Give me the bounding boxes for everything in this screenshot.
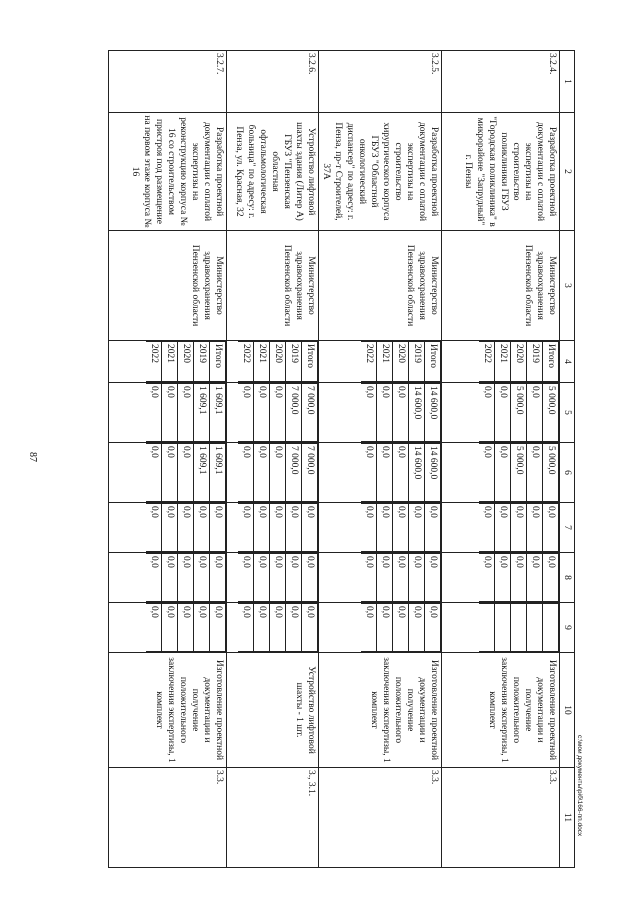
year-label: 2019 [409,342,425,382]
funding-value: 0,0 [146,384,162,442]
header-col-3: 3 [560,231,575,341]
funding-c9 [109,603,227,653]
funding-c8 [227,553,319,603]
funding-c5 [319,383,442,443]
funding-value: 14 600,0 [425,444,441,502]
table-row [109,51,227,868]
funding-c6 [109,443,227,503]
funding-value: 1 609,1 [210,384,226,442]
funding-value: 0,0 [495,504,511,552]
footer-file-path: c:\мои документы\ріб\166-пп.docx [576,735,583,837]
funding-c8 [319,553,442,603]
year-label: Итого [425,342,441,382]
funding-value: 0,0 [511,554,527,602]
funding-value: 7 000,0 [286,444,302,502]
year-label: 2020 [270,342,286,382]
funding-value: 1 609,1 [194,384,210,442]
funding-value: 0,0 [238,504,254,552]
funding-c5 [227,383,319,443]
expected-result: Изготовление проектной документации и получение положительного заключения экспертизы, 1 комплект [319,653,442,768]
funding-c6 [442,443,560,503]
funding-value: 0,0 [178,444,194,502]
header-col-10: 10 [560,653,575,768]
year-list [442,341,560,383]
funding-value: 0,0 [302,504,318,552]
funding-value: 0,0 [409,554,425,602]
funding-value: 0,0 [162,384,178,442]
funding-value: 0,0 [527,444,543,502]
funding-value: 0,0 [178,384,194,442]
funding-c6 [319,443,442,503]
funding-value: 0,0 [162,444,178,502]
header-col-9: 9 [560,603,575,653]
funding-value [479,604,495,652]
year-label: 2022 [238,342,254,382]
funding-value: 0,0 [286,554,302,602]
header-col-4: 4 [560,341,575,383]
expected-result: Устройство лифтовой шахты - 1 шт. [227,653,319,768]
funding-value: 0,0 [377,384,393,442]
funding-value [543,604,559,652]
funding-value: 0,0 [146,554,162,602]
rotated-table-wrapper [105,50,575,867]
funding-value: 0,0 [409,604,425,652]
funding-c5 [109,383,227,443]
header-col-6: 6 [560,443,575,503]
expected-result: Изготовление проектной документации и получение положительного заключения экспертизы, 1 комплект [109,653,227,768]
funding-value: 0,0 [286,504,302,552]
year-label: Итого [302,342,318,382]
funding-value: 5 000,0 [543,444,559,502]
year-label: 2021 [495,342,511,382]
funding-value: 5 000,0 [543,384,559,442]
funding-value [495,604,511,652]
funding-value: 1 609,1 [194,444,210,502]
year-label: 2020 [178,342,194,382]
header-row [560,51,575,868]
executor: Министерство здравоохранения Пензенской области [109,231,227,341]
funding-value: 0,0 [527,554,543,602]
executor: Министерство здравоохранения Пензенской области [442,231,560,341]
funding-value: 0,0 [286,604,302,652]
year-label: Итого [210,342,226,382]
funding-value: 0,0 [393,554,409,602]
year-list [227,341,319,383]
funding-value: 0,0 [194,554,210,602]
header-col-1: 1 [560,51,575,113]
funding-value: 0,0 [162,504,178,552]
funding-c7 [319,503,442,553]
funding-value: 0,0 [495,384,511,442]
header-col-2: 2 [560,113,575,231]
funding-c9 [227,603,319,653]
funding-value: 0,0 [377,604,393,652]
funding-value: 0,0 [254,604,270,652]
activity-name: Разработка проектной документации с оплатой экспертизы на реконструкцию корпуса № 16 со строительством пристроя под размещение на первом этаже корпуса № 16 [109,113,227,231]
header-col-11: 11 [560,768,575,868]
funding-value: 0,0 [210,504,226,552]
funding-value: 0,0 [162,554,178,602]
header-col-7: 7 [560,503,575,553]
funding-c7 [109,503,227,553]
funding-value: 0,0 [543,554,559,602]
funding-value: 0,0 [377,554,393,602]
indicator-link: 3., 3.1. [227,768,319,868]
activity-name: Разработка проектной документации с оплатой экспертизы на строительство хирургического корпуса ГБУЗ "Областной онкологический диспансер" по адресу: г. Пенза, пр-т Строителей, 37А [319,113,442,231]
funding-value: 14 600,0 [425,384,441,442]
funding-value: 14 600,0 [409,444,425,502]
funding-value: 0,0 [479,504,495,552]
header-col-5: 5 [560,383,575,443]
year-label: 2022 [361,342,377,382]
year-list [109,341,227,383]
indicator-link: 3.3. [319,768,442,868]
funding-value: 0,0 [238,554,254,602]
table-row [442,51,560,868]
funding-value [511,604,527,652]
year-label: 2020 [511,342,527,382]
funding-value: 7 000,0 [302,444,318,502]
funding-value: 0,0 [479,444,495,502]
funding-value: 0,0 [270,384,286,442]
indicator-link: 3.3. [442,768,560,868]
funding-value: 0,0 [527,384,543,442]
row-number: 3.2.5. [319,51,442,113]
year-label: 2019 [527,342,543,382]
funding-c9 [319,603,442,653]
funding-value: 0,0 [511,504,527,552]
funding-value: 0,0 [162,604,178,652]
funding-c9 [442,603,560,653]
funding-value: 0,0 [361,444,377,502]
funding-value: 0,0 [254,444,270,502]
funding-c8 [442,553,560,603]
funding-value: 0,0 [393,604,409,652]
funding-value: 7 000,0 [302,384,318,442]
funding-value: 0,0 [425,604,441,652]
funding-c7 [227,503,319,553]
funding-value: 0,0 [377,444,393,502]
page-number: 87 [27,452,38,462]
year-label: Итого [543,342,559,382]
funding-value: 0,0 [393,444,409,502]
funding-value: 0,0 [361,554,377,602]
year-label: 2019 [286,342,302,382]
row-number: 3.2.7. [109,51,227,113]
funding-value: 0,0 [270,444,286,502]
activity-name: Устройство лифтовой шахты здания (Литер А) ГБУЗ "Пензенская областная офтальмологическая больница" по адресу: г. Пенза, ул. Красная, 32 [227,113,319,231]
funding-value: 0,0 [479,384,495,442]
funding-value: 0,0 [146,604,162,652]
funding-c6 [227,443,319,503]
header-col-8: 8 [560,553,575,603]
year-label: 2021 [162,342,178,382]
funding-value: 0,0 [479,554,495,602]
funding-value: 0,0 [178,554,194,602]
funding-value: 0,0 [238,604,254,652]
funding-value: 5 000,0 [511,384,527,442]
funding-value: 0,0 [543,504,559,552]
year-label: 2020 [393,342,409,382]
funding-value: 0,0 [254,554,270,602]
funding-value: 5 000,0 [511,444,527,502]
funding-value: 0,0 [361,384,377,442]
table-row [227,51,319,868]
funding-value: 0,0 [210,554,226,602]
year-label: 2021 [254,342,270,382]
funding-value: 1 609,1 [210,444,226,502]
funding-c7 [442,503,560,553]
year-label: 2022 [146,342,162,382]
funding-value: 0,0 [270,504,286,552]
year-list [319,341,442,383]
funding-value: 14 600,0 [409,384,425,442]
funding-value: 0,0 [393,504,409,552]
funding-value: 0,0 [393,384,409,442]
funding-value: 0,0 [425,504,441,552]
funding-value: 0,0 [377,504,393,552]
funding-value: 0,0 [361,504,377,552]
funding-value: 0,0 [194,504,210,552]
funding-value: 0,0 [361,604,377,652]
row-number: 3.2.4. [442,51,560,113]
executor: Министерство здравоохранения Пензенской области [227,231,319,341]
indicator-link: 3.3. [109,768,227,868]
funding-value: 7 000,0 [286,384,302,442]
funding-value: 0,0 [178,604,194,652]
funding-value: 0,0 [146,444,162,502]
funding-value: 0,0 [146,504,162,552]
funding-value: 0,0 [238,384,254,442]
funding-value: 0,0 [425,554,441,602]
funding-c8 [109,553,227,603]
funding-value: 0,0 [194,604,210,652]
row-number: 3.2.6. [227,51,319,113]
funding-value: 0,0 [238,444,254,502]
funding-value: 0,0 [527,504,543,552]
funding-value: 0,0 [495,444,511,502]
funding-value: 0,0 [302,554,318,602]
executor: Министерство здравоохранения Пензенской области [319,231,442,341]
year-label: 2019 [194,342,210,382]
funding-value: 0,0 [270,554,286,602]
funding-c5 [442,383,560,443]
funding-value: 0,0 [302,604,318,652]
funding-value: 0,0 [495,554,511,602]
funding-value [527,604,543,652]
funding-value: 0,0 [210,604,226,652]
activity-name: Разработка проектной документации с оплатой экспертизы на строительство поликлиники ГБУЗ "Городская поликлиника" в микрорайоне "Запрудный" г. Пензы [442,113,560,231]
year-label: 2021 [377,342,393,382]
year-label: 2022 [479,342,495,382]
funding-value: 0,0 [254,504,270,552]
expected-result: Изготовление проектной документации и получение положительного заключения экспертизы, 1 комплект [442,653,560,768]
funding-value: 0,0 [178,504,194,552]
funding-value: 0,0 [409,504,425,552]
table-row [319,51,442,868]
funding-value: 0,0 [254,384,270,442]
funding-value: 0,0 [270,604,286,652]
program-table [108,50,575,868]
